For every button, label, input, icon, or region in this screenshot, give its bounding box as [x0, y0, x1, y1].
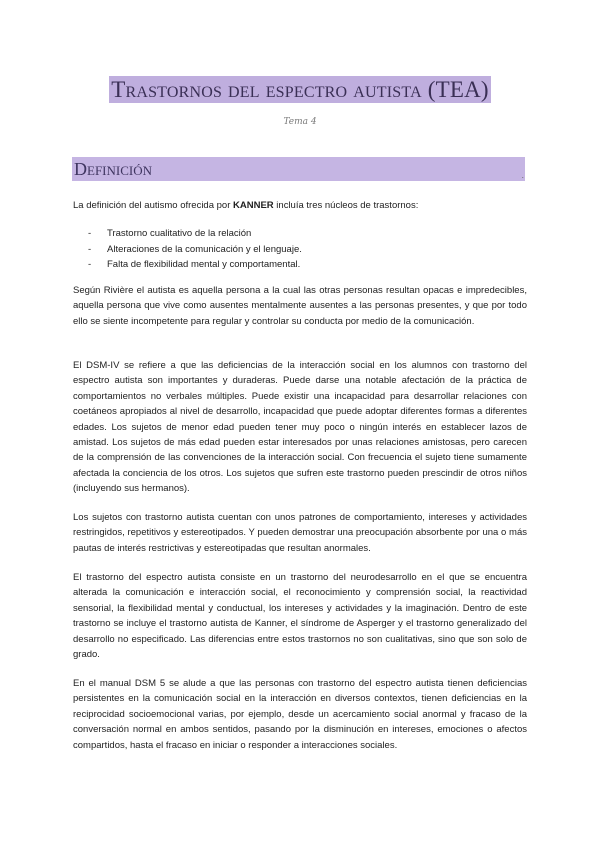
section-title: Definición — [74, 159, 152, 179]
intro-suffix: incluía tres núcleos de trastornos: — [273, 200, 419, 211]
section-heading-bar — [72, 157, 525, 181]
list-item: - Alteraciones de la comunicación y el lenguaje. — [88, 242, 508, 258]
paragraph-dsm-5: En el manual DSM 5 se alude a que las personas con trastorno del espectro autista tienen deficiencias persistentes en la comunicación social en la interacción en diversos contextos, tienen deficiencias en la reciprocidad socioemocional varias, por ejemplo, desde un acercamiento social anormal y fracaso de la conversación normal en ambos sentidos, pasando por la disminución en intereses, emociones o afectos compartidos, hasta el fracaso en iniciar o responder a interacciones sociales. — [73, 678, 527, 751]
bullet-list — [88, 226, 508, 273]
paragraph-riviere: Según Rivière el autista es aquella persona a la cual las otras personas resultan opacas e impredecibles, aquella persona que vive como ausentes mentalmente ausentes a las personas presentes, y que por todo ello se siente incompetente para regular y controlar su conducta por medio de la comunicación. — [73, 285, 527, 327]
section-heading-dot: . — [521, 170, 524, 180]
title-wrapper — [0, 76, 600, 103]
document-title: Trastornos del espectro autista (TEA) — [111, 77, 489, 102]
paragraph-dsm-iv: El DSM-IV se refiere a que las deficiencias de la interacción social en los alumnos con trastorno del espectro autista son importantes y duraderas. Puede darse una notable afectación de la práctica de comportamientos no verbales múltiples. Puede existir una incapacidad para desarrollar relaciones con coetáneos apropiados al nivel de desarrollo, incapacidad que puede adoptar diferentes formas a diferentes edades. Los sujetos de menor edad pueden tener muy poco o ningún interés en establecer lazos de amistad. Los sujetos de más edad pueden estar interesados por unas relaciones amistosas, pero carecen de la comprensión de las convenciones de la interacción social. Con frecuencia el sujeto tiene sumamente afectada la conciencia de los otros. Los sujetos que sufren este trastorno pueden prescindir de otros niños (incluyendo sus hermanos). — [73, 360, 527, 495]
document-subtitle: Tema 4 — [283, 117, 317, 127]
paragraph-neurodesarrollo: El trastorno del espectro autista consiste en un trastorno del neurodesarrollo en el que se encuentra alterada la comunicación e interacción social, el reconocimiento y comprensión social, la reactividad sensorial, la flexibilidad mental y conductual, los intereses y actividades y la imaginación. Dentro de este trastorno se incluye el trastorno autista de Kanner, el síndrome de Asperger y el trastorno generalizado del desarrollo no especificado. Las diferencias entre estos trastornos no son cualitativas, sino que son solo de grado. — [73, 572, 527, 661]
intro-paragraph — [73, 198, 527, 213]
intro-prefix: La definición del autismo ofrecida por — [73, 200, 234, 211]
list-item: - Falta de flexibilidad mental y comportamental. — [88, 257, 508, 273]
list-item: - Trastorno cualitativo de la relación — [88, 226, 508, 242]
intro-kanner: KANNER — [233, 200, 274, 211]
paragraph-patrones: Los sujetos con trastorno autista cuentan con unos patrones de comportamiento, intereses y actividades restringidos, repetitivos y estereotipados. Y pueden demostrar una preocupación absorbente por una o más pautas de interés restrictivas y estereotipadas que resultan anormales. — [73, 512, 527, 554]
